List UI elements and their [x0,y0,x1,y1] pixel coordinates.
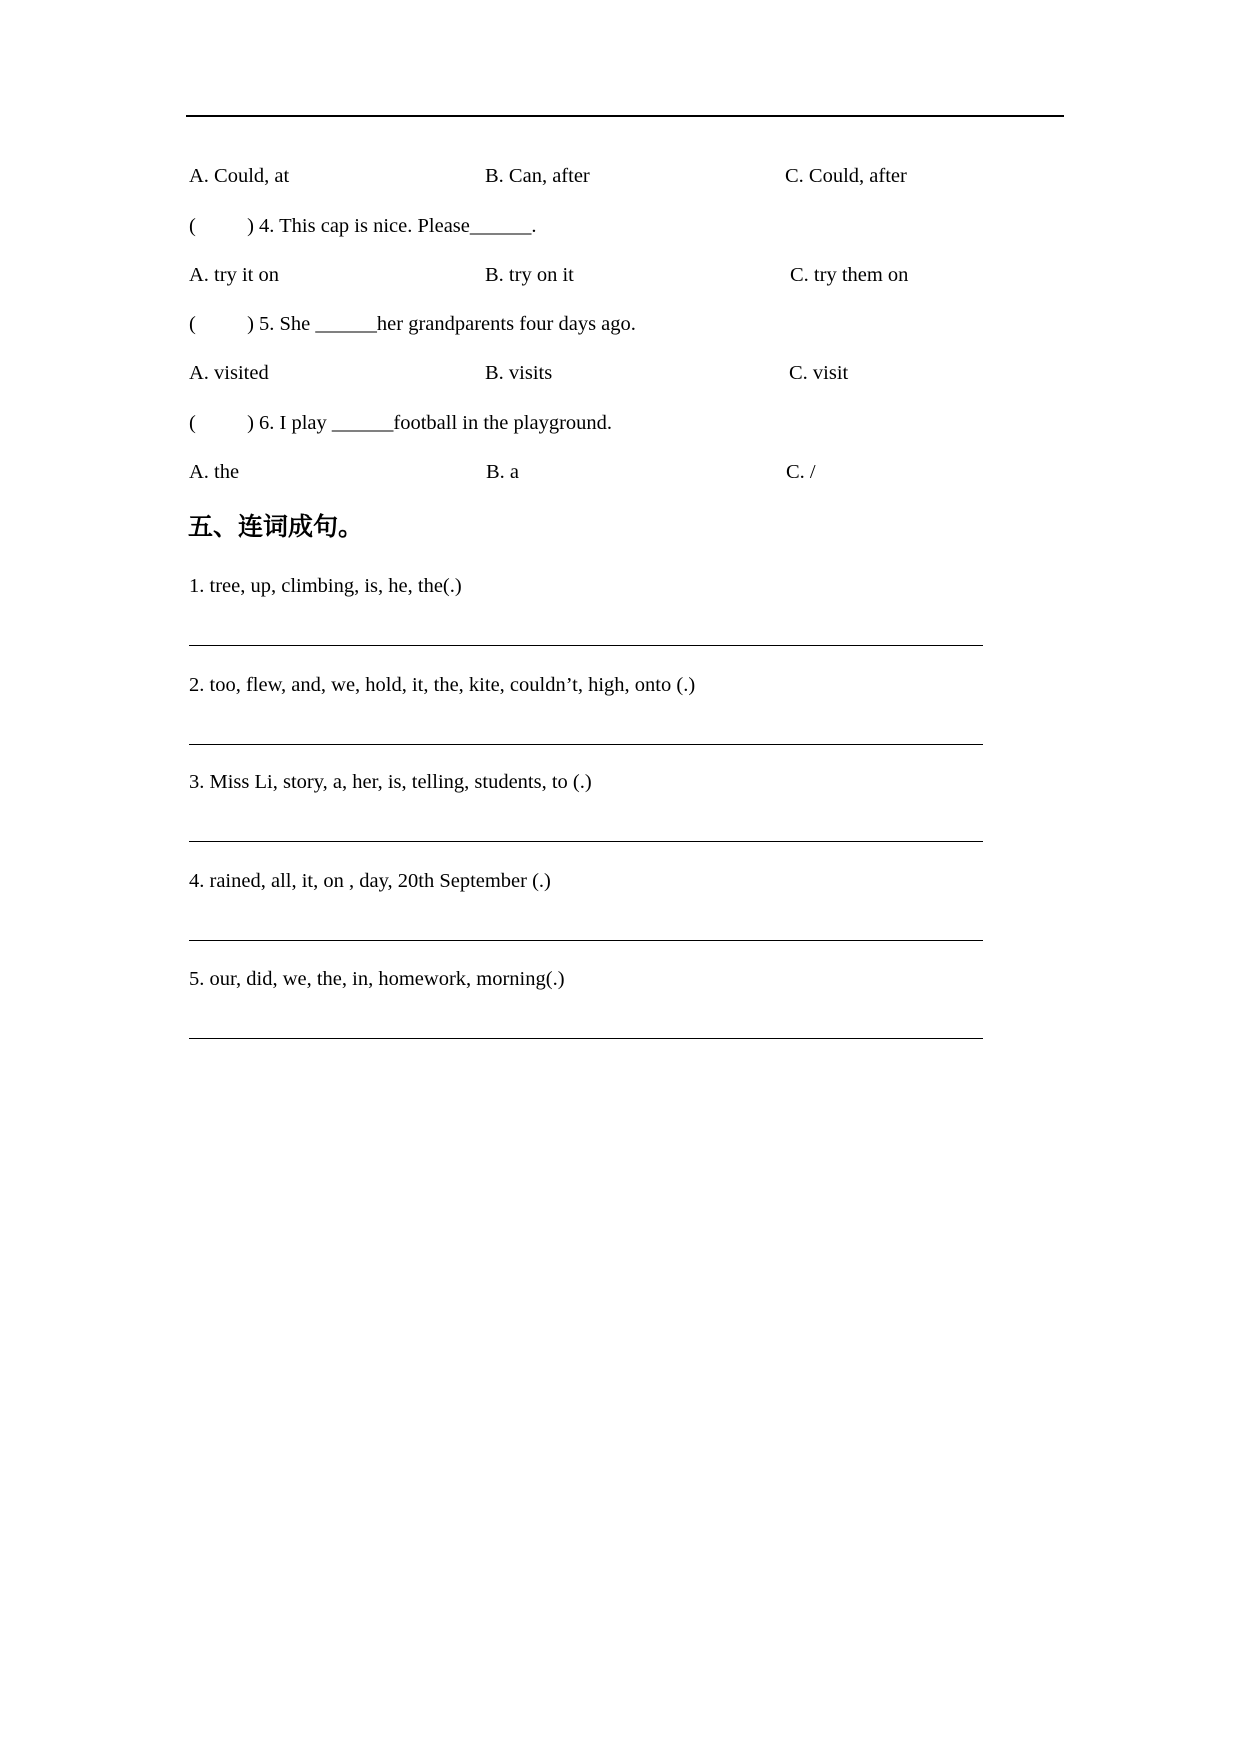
q3-option-b: B. Can, after [485,165,590,187]
list-item: 3. Miss Li, story, a, her, is, telling, students, to (.) [189,771,592,793]
q5-option-b: B. visits [485,362,553,384]
q4-option-b: B. try on it [485,264,574,286]
q6-option-c: C. / [786,461,816,483]
answer-line[interactable] [189,645,983,646]
answer-line[interactable] [189,1038,983,1039]
q6-stem: ( ) 6. I play ______football in the playground. [189,412,613,434]
q5-option-a: A. visited [189,362,269,384]
q4-option-a: A. try it on [189,264,279,286]
q6-option-b: B. a [486,461,520,483]
list-item: 2. too, flew, and, we, hold, it, the, kite, couldn’t, high, onto (.) [189,674,696,696]
q5-option-c: C. visit [789,362,849,384]
q4-stem: ( ) 4. This cap is nice. Please______. [189,215,537,237]
q5-stem: ( ) 5. She ______her grandparents four days ago. [189,313,636,335]
q4-option-c: C. try them on [790,264,909,286]
q3-option-c: C. Could, after [785,165,907,187]
answer-line[interactable] [189,841,983,842]
q6-option-a: A. the [189,461,240,483]
list-item: 5. our, did, we, the, in, homework, morning(.) [189,968,565,990]
section-heading: 五、连词成句。 [188,512,364,541]
header-rule [186,115,1064,117]
answer-line[interactable] [189,940,983,941]
q3-option-a: A. Could, at [189,165,290,187]
list-item: 1. tree, up, climbing, is, he, the(.) [189,575,462,597]
list-item: 4. rained, all, it, on , day, 20th September (.) [189,870,551,892]
answer-line[interactable] [189,744,983,745]
